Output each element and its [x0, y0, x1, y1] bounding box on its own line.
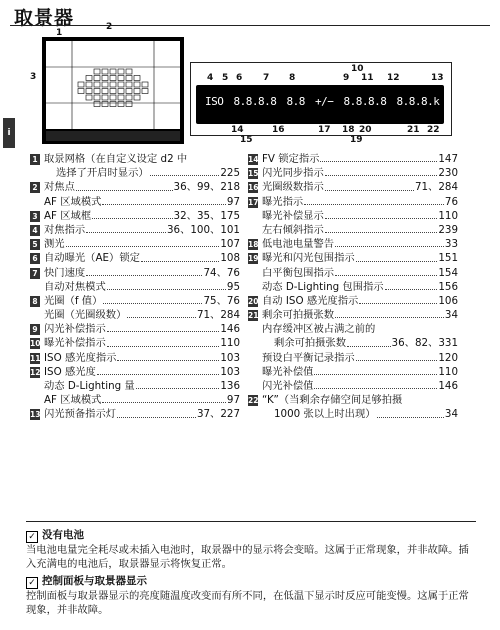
legend-label: 取景网格（在自定义设定 d2 中 [44, 153, 188, 165]
legend-row [248, 365, 458, 379]
legend-page-ref: 36、100、101 [166, 223, 240, 236]
legend-row [30, 166, 240, 180]
info-readout [205, 95, 443, 108]
legend-label: 自动 ISO 感光度指示 [262, 294, 359, 307]
legend-page-ref: 151 [438, 252, 458, 265]
legend-page-ref: 74、76 [203, 266, 240, 279]
legend-row [248, 195, 458, 209]
legend-label: 光圈（f 值） [44, 294, 103, 307]
legend-number-badge: 16 [248, 183, 259, 193]
legend-page-ref: 33 [444, 238, 458, 251]
legend-page-ref: 107 [220, 238, 240, 251]
legend-row [248, 336, 458, 350]
legend-page-ref: 71、284 [196, 309, 240, 322]
legend-label: 闪光预备指示灯 [44, 408, 117, 421]
legend-number-badge: 8 [30, 296, 40, 307]
legend-number-badge: 4 [30, 225, 40, 236]
check-icon: ✓ [26, 577, 38, 589]
callout-8: 8 [289, 73, 296, 83]
legend-row [248, 266, 458, 280]
callout-6: 6 [236, 73, 243, 83]
legend-page-ref: 37、227 [196, 408, 240, 421]
legend-row [248, 322, 458, 336]
legend-number-badge: 15 [248, 169, 259, 179]
note-body: 控制面板与取景器显示的亮度随温度改变而有所不同，在低温下显示时反应可能变慢。这属于正常现象，并非故障。 [26, 590, 469, 616]
legend-row [248, 379, 458, 393]
legend-row [30, 294, 240, 308]
legend-number-badge: 9 [30, 324, 40, 335]
title-divider [10, 25, 490, 26]
legend-row [248, 351, 458, 365]
legend-label: 对焦指示 [44, 223, 86, 236]
legend-number-badge: 1 [30, 154, 40, 165]
legend-page-ref: 71、284 [414, 181, 458, 194]
callout-2: 2 [106, 22, 113, 32]
legend-label: 闪光补偿值 [262, 380, 314, 392]
legend-row [248, 294, 458, 308]
legend-row [30, 336, 240, 350]
legend-label: 1000 张以上时出现） [274, 408, 376, 421]
legend-label: 曝光补偿值 [262, 365, 314, 378]
callout-9: 9 [343, 73, 350, 83]
legend-page-ref: 146 [438, 380, 458, 392]
callout-11: 11 [361, 73, 374, 83]
callout-4: 4 [207, 73, 214, 83]
legend-page-ref: 147 [438, 153, 458, 165]
legend-label: 曝光补偿指示 [44, 337, 106, 350]
legend-row [248, 223, 458, 237]
legend-page-ref: 146 [220, 323, 240, 336]
legend-number-badge: 7 [30, 268, 40, 279]
legend-page-ref: 36、82、331 [391, 337, 458, 350]
callout-20: 20 [359, 125, 372, 135]
legend-label: 预设白平衡记录指示 [262, 351, 355, 364]
legend-label: AF 区域框 [44, 209, 92, 222]
legend-row [30, 322, 240, 336]
legend-row [30, 280, 240, 294]
legend-row [30, 365, 240, 379]
legend-page-ref: 230 [438, 167, 458, 180]
legend-row [248, 251, 458, 265]
legend-label: 曝光指示 [262, 195, 304, 208]
callout-15: 15 [240, 135, 253, 145]
legend-right-column [248, 152, 458, 422]
legend-row [30, 195, 240, 209]
callout-3: 3 [30, 72, 37, 82]
legend-page-ref: 97 [226, 195, 240, 208]
legend-label: ISO 感光度指示 [44, 351, 117, 364]
notes-divider [26, 521, 476, 522]
legend-left-column [30, 152, 240, 422]
legend-page-ref: 156 [438, 280, 458, 293]
legend-label: 选择了开启时显示） [56, 167, 149, 180]
callout-22: 22 [427, 125, 440, 135]
legend-row [248, 180, 458, 194]
legend-label: 剩余可拍摄张数 [262, 309, 335, 322]
legend-number-badge: 21 [248, 311, 259, 321]
note-heading: 控制面板与取景器显示 [42, 575, 147, 587]
legend-label: AF 区域模式 [44, 195, 102, 208]
legend-label: 快门速度 [44, 266, 86, 279]
legend-label: 自动对焦模式 [44, 280, 106, 293]
callout-7: 7 [263, 73, 270, 83]
legend-page-ref: 34 [444, 309, 458, 322]
legend-label: 闪光补偿指示 [44, 323, 106, 336]
readout-iso-value: 8.8.8.8 [343, 95, 387, 108]
legend-label: FV 锁定指示 [262, 153, 320, 165]
note-display-temperature [26, 574, 476, 617]
legend-number-badge: 10 [30, 339, 41, 349]
legend-label: 动态 D-Lighting 量 [44, 380, 135, 392]
legend-row [30, 266, 240, 280]
legend-page-ref: 103 [220, 365, 240, 378]
legend-number-badge: 19 [248, 254, 259, 264]
readout-frames: 8.8.8.k [396, 95, 440, 108]
legend-label: 左右倾斜指示 [262, 223, 324, 236]
callout-19: 19 [350, 135, 363, 145]
legend-row [30, 251, 240, 265]
legend-page-ref: 75、76 [203, 294, 240, 307]
legend-number-badge: 17 [248, 197, 259, 207]
legend-row [30, 407, 240, 421]
legend-row [248, 209, 458, 223]
legend-page-ref: 110 [220, 337, 240, 350]
legend-row [248, 407, 458, 421]
legend-page-ref: 36、99、218 [173, 181, 240, 194]
legend-row [248, 152, 458, 166]
legend-label: 白平衡包围指示 [262, 266, 335, 279]
check-icon: ✓ [26, 531, 38, 543]
legend-row [30, 237, 240, 251]
legend-label: 光圈级数指示 [262, 181, 324, 194]
legend-label: 自动曝光（AE）锁定 [44, 252, 140, 265]
legend-label: “K”（当剩余存储空间足够拍摄 [262, 394, 403, 407]
legend-row [30, 379, 240, 393]
legend-number-badge: 5 [30, 239, 40, 250]
legend-label: 闪光同步指示 [262, 167, 324, 180]
legend-number-badge: 18 [248, 240, 259, 250]
callout-14: 14 [231, 125, 244, 135]
callout-13: 13 [431, 73, 444, 83]
viewfinder-diagram [42, 37, 184, 144]
legend-page-ref: 120 [438, 351, 458, 364]
legend-page-ref: 76 [444, 195, 458, 208]
legend-number-badge: 3 [30, 211, 40, 222]
legend-page-ref: 110 [438, 209, 458, 222]
page-title: 取景器 [14, 7, 75, 29]
callout-12: 12 [387, 73, 400, 83]
callout-5: 5 [222, 73, 229, 83]
legend-label: 曝光和闪光包围指示 [262, 252, 355, 265]
legend-page-ref: 108 [220, 252, 240, 265]
legend-row [30, 223, 240, 237]
legend-row [30, 351, 240, 365]
legend-label: AF 区域模式 [44, 394, 102, 407]
section-tab: i [3, 118, 15, 148]
legend-row [30, 180, 240, 194]
legend-label: 动态 D-Lighting 包围指示 [262, 280, 384, 293]
legend-label: 对焦点 [44, 181, 75, 194]
callout-18: 18 [342, 125, 355, 135]
legend-number-badge: 14 [248, 155, 259, 164]
callout-21: 21 [407, 125, 420, 135]
callout-10: 10 [351, 64, 364, 74]
legend-page-ref: 34 [444, 408, 458, 421]
legend-label: 测光 [44, 238, 65, 251]
readout-exposure: +/− [314, 95, 334, 108]
legend-page-ref: 103 [220, 351, 240, 364]
legend-label: 低电池电量警告 [262, 238, 335, 251]
note-no-battery [26, 528, 476, 571]
callout-16: 16 [272, 125, 285, 135]
legend-number-badge: 6 [30, 253, 40, 264]
legend-label: 光圈（光圈级数） [44, 309, 127, 322]
legend-label: ISO 感光度 [44, 365, 96, 378]
legend-page-ref: 97 [226, 394, 240, 407]
readout-iso: ISO [205, 95, 224, 108]
legend-row [30, 209, 240, 223]
legend-row [248, 393, 458, 407]
readout-shutter: 8.8.8.8 [233, 95, 277, 108]
legend-number-badge: 20 [248, 296, 259, 306]
legend-row [248, 280, 458, 294]
legend-page-ref: 239 [438, 223, 458, 236]
legend-label: 剩余可拍摄张数 [274, 337, 347, 350]
legend-label: 内存缓冲区被占满之前的 [262, 323, 376, 336]
legend-page-ref: 32、35、175 [173, 209, 240, 222]
legend-row [30, 152, 240, 166]
legend-number-badge: 12 [30, 367, 41, 377]
legend-page-ref: 106 [438, 294, 458, 307]
note-heading: 没有电池 [42, 529, 84, 541]
legend-row [248, 237, 458, 251]
legend-page-ref: 136 [220, 380, 240, 392]
note-body: 当电池电量完全耗尽或未插入电池时，取景器中的显示将会变暗。这属于正常现象，并非故障。插入充满电的电池后，取景器显示将恢复正常。 [26, 544, 469, 570]
legend-row [30, 393, 240, 407]
legend-row [30, 308, 240, 322]
callout-1: 1 [56, 28, 63, 38]
legend-page-ref: 110 [438, 365, 458, 378]
legend-number-badge: 11 [30, 353, 41, 363]
legend-page-ref: 154 [438, 266, 458, 279]
legend-number-badge: 2 [30, 182, 40, 193]
legend-number-badge: 22 [248, 396, 259, 406]
legend-row [248, 308, 458, 322]
legend-label: 曝光补偿显示 [262, 209, 324, 222]
readout-aperture: 8.8 [286, 95, 305, 108]
legend-page-ref: 225 [220, 167, 240, 180]
legend-page-ref: 95 [226, 280, 240, 293]
callout-17: 17 [318, 125, 331, 135]
legend-number-badge: 13 [30, 410, 41, 420]
legend-row [248, 166, 458, 180]
